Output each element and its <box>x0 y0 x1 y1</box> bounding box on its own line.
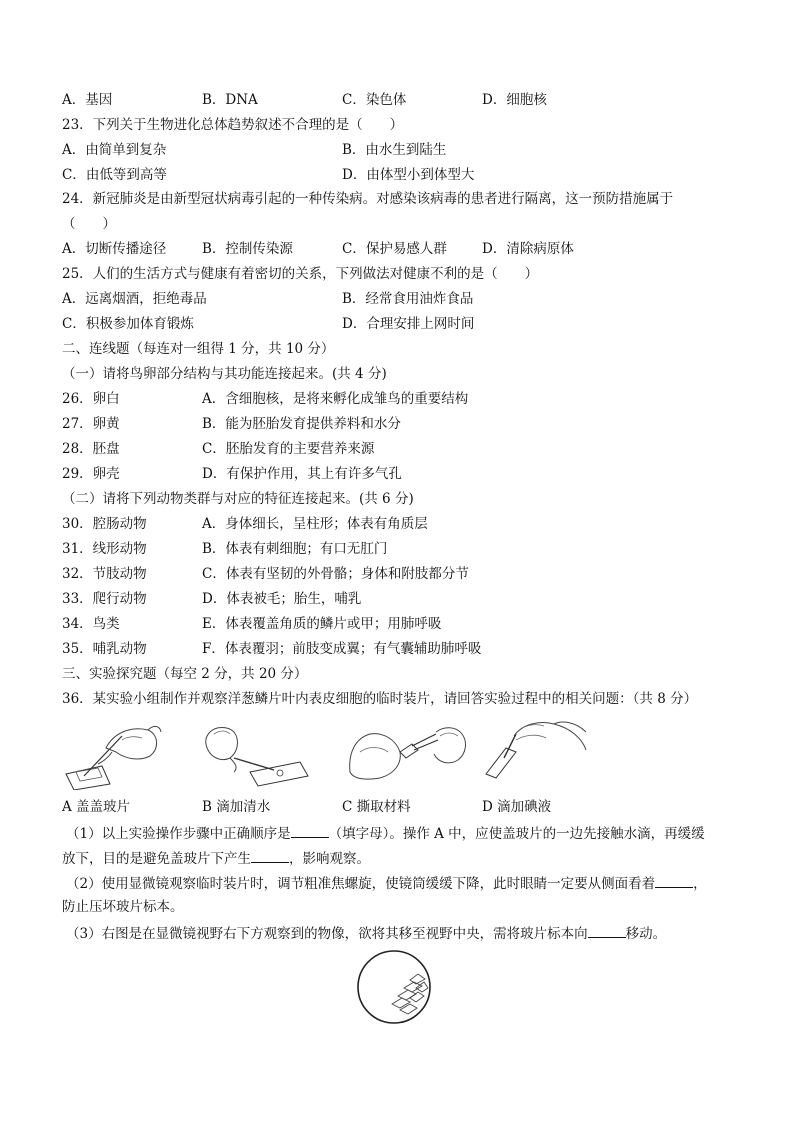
q36-sub3-text-a: （3）右图是在显微镜视野右下方观察到的物像，欲将其移至视野中央，需将玻片标本向 <box>66 926 588 942</box>
q22-option-b: B．DNA <box>202 92 258 108</box>
match-feature-a: A．身体细长，呈柱形；体表有角质层 <box>202 516 428 532</box>
q24-option-d: D．清除病原体 <box>482 241 574 257</box>
section2-part1-heading: （一）请将鸟卵部分结构与其功能连接起来。(共 4 分) <box>62 366 387 382</box>
match-function-c: C．胚胎发育的主要营养来源 <box>202 441 375 457</box>
q23-option-c: C．由低等到高等 <box>62 167 167 183</box>
figure-c-peel-material <box>340 722 470 790</box>
q36-sub1-text-a: （1）以上实验操作步骤中正确顺序是 <box>66 826 291 842</box>
q36-sub2-text-a: （2）使用显微镜观察临时装片时，调节粗准焦螺旋，使镜筒缓缓下降，此时眼睛一定要从侧面看着 <box>66 876 656 892</box>
answer-blank-objective[interactable] <box>655 873 693 888</box>
match-feature-f: F．体表覆羽；前肢变成翼；有气囊辅助肺呼吸 <box>202 641 482 657</box>
q36-sub2-line2: 防止压坏玻片标本。 <box>62 899 184 915</box>
figure-caption-c: C 撕取材料 <box>342 799 411 815</box>
answer-blank-direction[interactable] <box>588 923 626 938</box>
q22-option-a: A．基因 <box>62 92 113 108</box>
match-feature-e: E．体表覆盖角质的鳞片或甲；用肺呼吸 <box>202 616 442 632</box>
q36-sub3-line <box>66 923 666 943</box>
q36-sub1-line2 <box>62 848 370 868</box>
q22-option-d: D．细胞核 <box>482 92 547 108</box>
q25-option-d: D．合理安排上网时间 <box>342 316 475 332</box>
q24-option-c: C．保护易感人群 <box>342 241 447 257</box>
figure-caption-a: A 盖盖玻片 <box>62 799 131 815</box>
answer-blank-bubbles[interactable] <box>251 848 289 863</box>
q23-option-b: B．由水生到陆生 <box>342 142 447 158</box>
q36-sub1-text-b: （填字母）。操作 A 中，应使盖玻片的一边先接触水滴，再缓缓 <box>328 826 705 842</box>
match-function-d: D．有保护作用，其上有许多气孔 <box>202 466 402 482</box>
match-item-26: 26．卵白 <box>62 391 120 407</box>
match-function-b: B．能为胚胎发育提供养料和水分 <box>202 416 401 432</box>
match-item-28: 28．胚盘 <box>62 441 120 457</box>
match-item-29: 29．卵壳 <box>62 466 120 482</box>
match-feature-d: D．体表被毛；胎生，哺乳 <box>202 591 362 607</box>
match-item-33: 33．爬行动物 <box>62 591 147 607</box>
match-function-a: A．含细胞核，是将来孵化成雏鸟的重要结构 <box>202 391 469 407</box>
q23-option-d: D．由体型小到体型大 <box>342 167 475 183</box>
figure-d-iodine-drop <box>482 718 592 790</box>
match-item-30: 30．腔肠动物 <box>62 516 147 532</box>
q25-option-a: A．远离烟酒，拒绝毒品 <box>62 291 207 307</box>
match-item-31: 31．线形动物 <box>62 541 147 557</box>
match-feature-c: C．体表有坚韧的外骨骼；身体和附肢都分节 <box>202 566 469 582</box>
figure-caption-d: D 滴加碘液 <box>482 799 552 815</box>
match-item-27: 27．卵黄 <box>62 416 120 432</box>
figure-b-dropper-water <box>200 722 310 790</box>
match-feature-b: B．体表有刺细胞；有口无肛门 <box>202 541 388 557</box>
match-item-35: 35．哺乳动物 <box>62 641 147 657</box>
q36-sub1-text-d: ，影响观察。 <box>289 851 370 867</box>
q36-sub1-text-c: 放下，目的是避免盖玻片下产生 <box>62 851 251 867</box>
q25-option-b: B．经常食用油炸食品 <box>342 291 474 307</box>
q24-option-b: B．控制传染源 <box>202 241 293 257</box>
section2-heading: 二、连线题（每连对一组得 1 分，共 10 分） <box>62 341 335 357</box>
q36-sub2-text-b: ， <box>693 876 707 892</box>
figure-a-cover-slip <box>62 722 162 790</box>
q23-option-a: A．由简单到复杂 <box>62 142 167 158</box>
figure-caption-b: B 滴加清水 <box>202 799 271 815</box>
q36-sub2-line1 <box>66 873 707 893</box>
match-item-34: 34．鸟类 <box>62 616 120 632</box>
q36-stem: 36．某实验小组制作并观察洋葱鳞片叶内表皮细胞的临时装片，请回答实验过程中的相关问题：（共 8 分） <box>62 691 698 707</box>
q25-stem: 25．人们的生活方式与健康有着密切的关系，下列做法对健康不利的是（ ） <box>62 266 539 282</box>
q36-sub3-text-b: 移动。 <box>625 926 667 942</box>
microscope-field-figure <box>354 948 434 1026</box>
answer-blank-order[interactable] <box>291 823 329 838</box>
q23-stem: 23．下列关于生物进化总体趋势叙述不合理的是（ ） <box>62 117 404 133</box>
q24-option-a: A．切断传播途径 <box>62 241 167 257</box>
q36-sub1-line1 <box>66 823 705 843</box>
q22-option-c: C．染色体 <box>342 92 407 108</box>
section2-part2-heading: （二）请将下列动物类群与对应的特征连接起来。(共 6 分) <box>62 491 414 507</box>
match-item-32: 32．节肢动物 <box>62 566 147 582</box>
q24-stem-bracket: （ ） <box>62 216 116 232</box>
section3-heading: 三、实验探究题（每空 2 分，共 20 分） <box>62 666 308 682</box>
q24-stem: 24．新冠肺炎是由新型冠状病毒引起的一种传染病。对感染该病毒的患者进行隔离，这一预防措施属于 <box>62 191 674 207</box>
q25-option-c: C．积极参加体育锻炼 <box>62 316 194 332</box>
